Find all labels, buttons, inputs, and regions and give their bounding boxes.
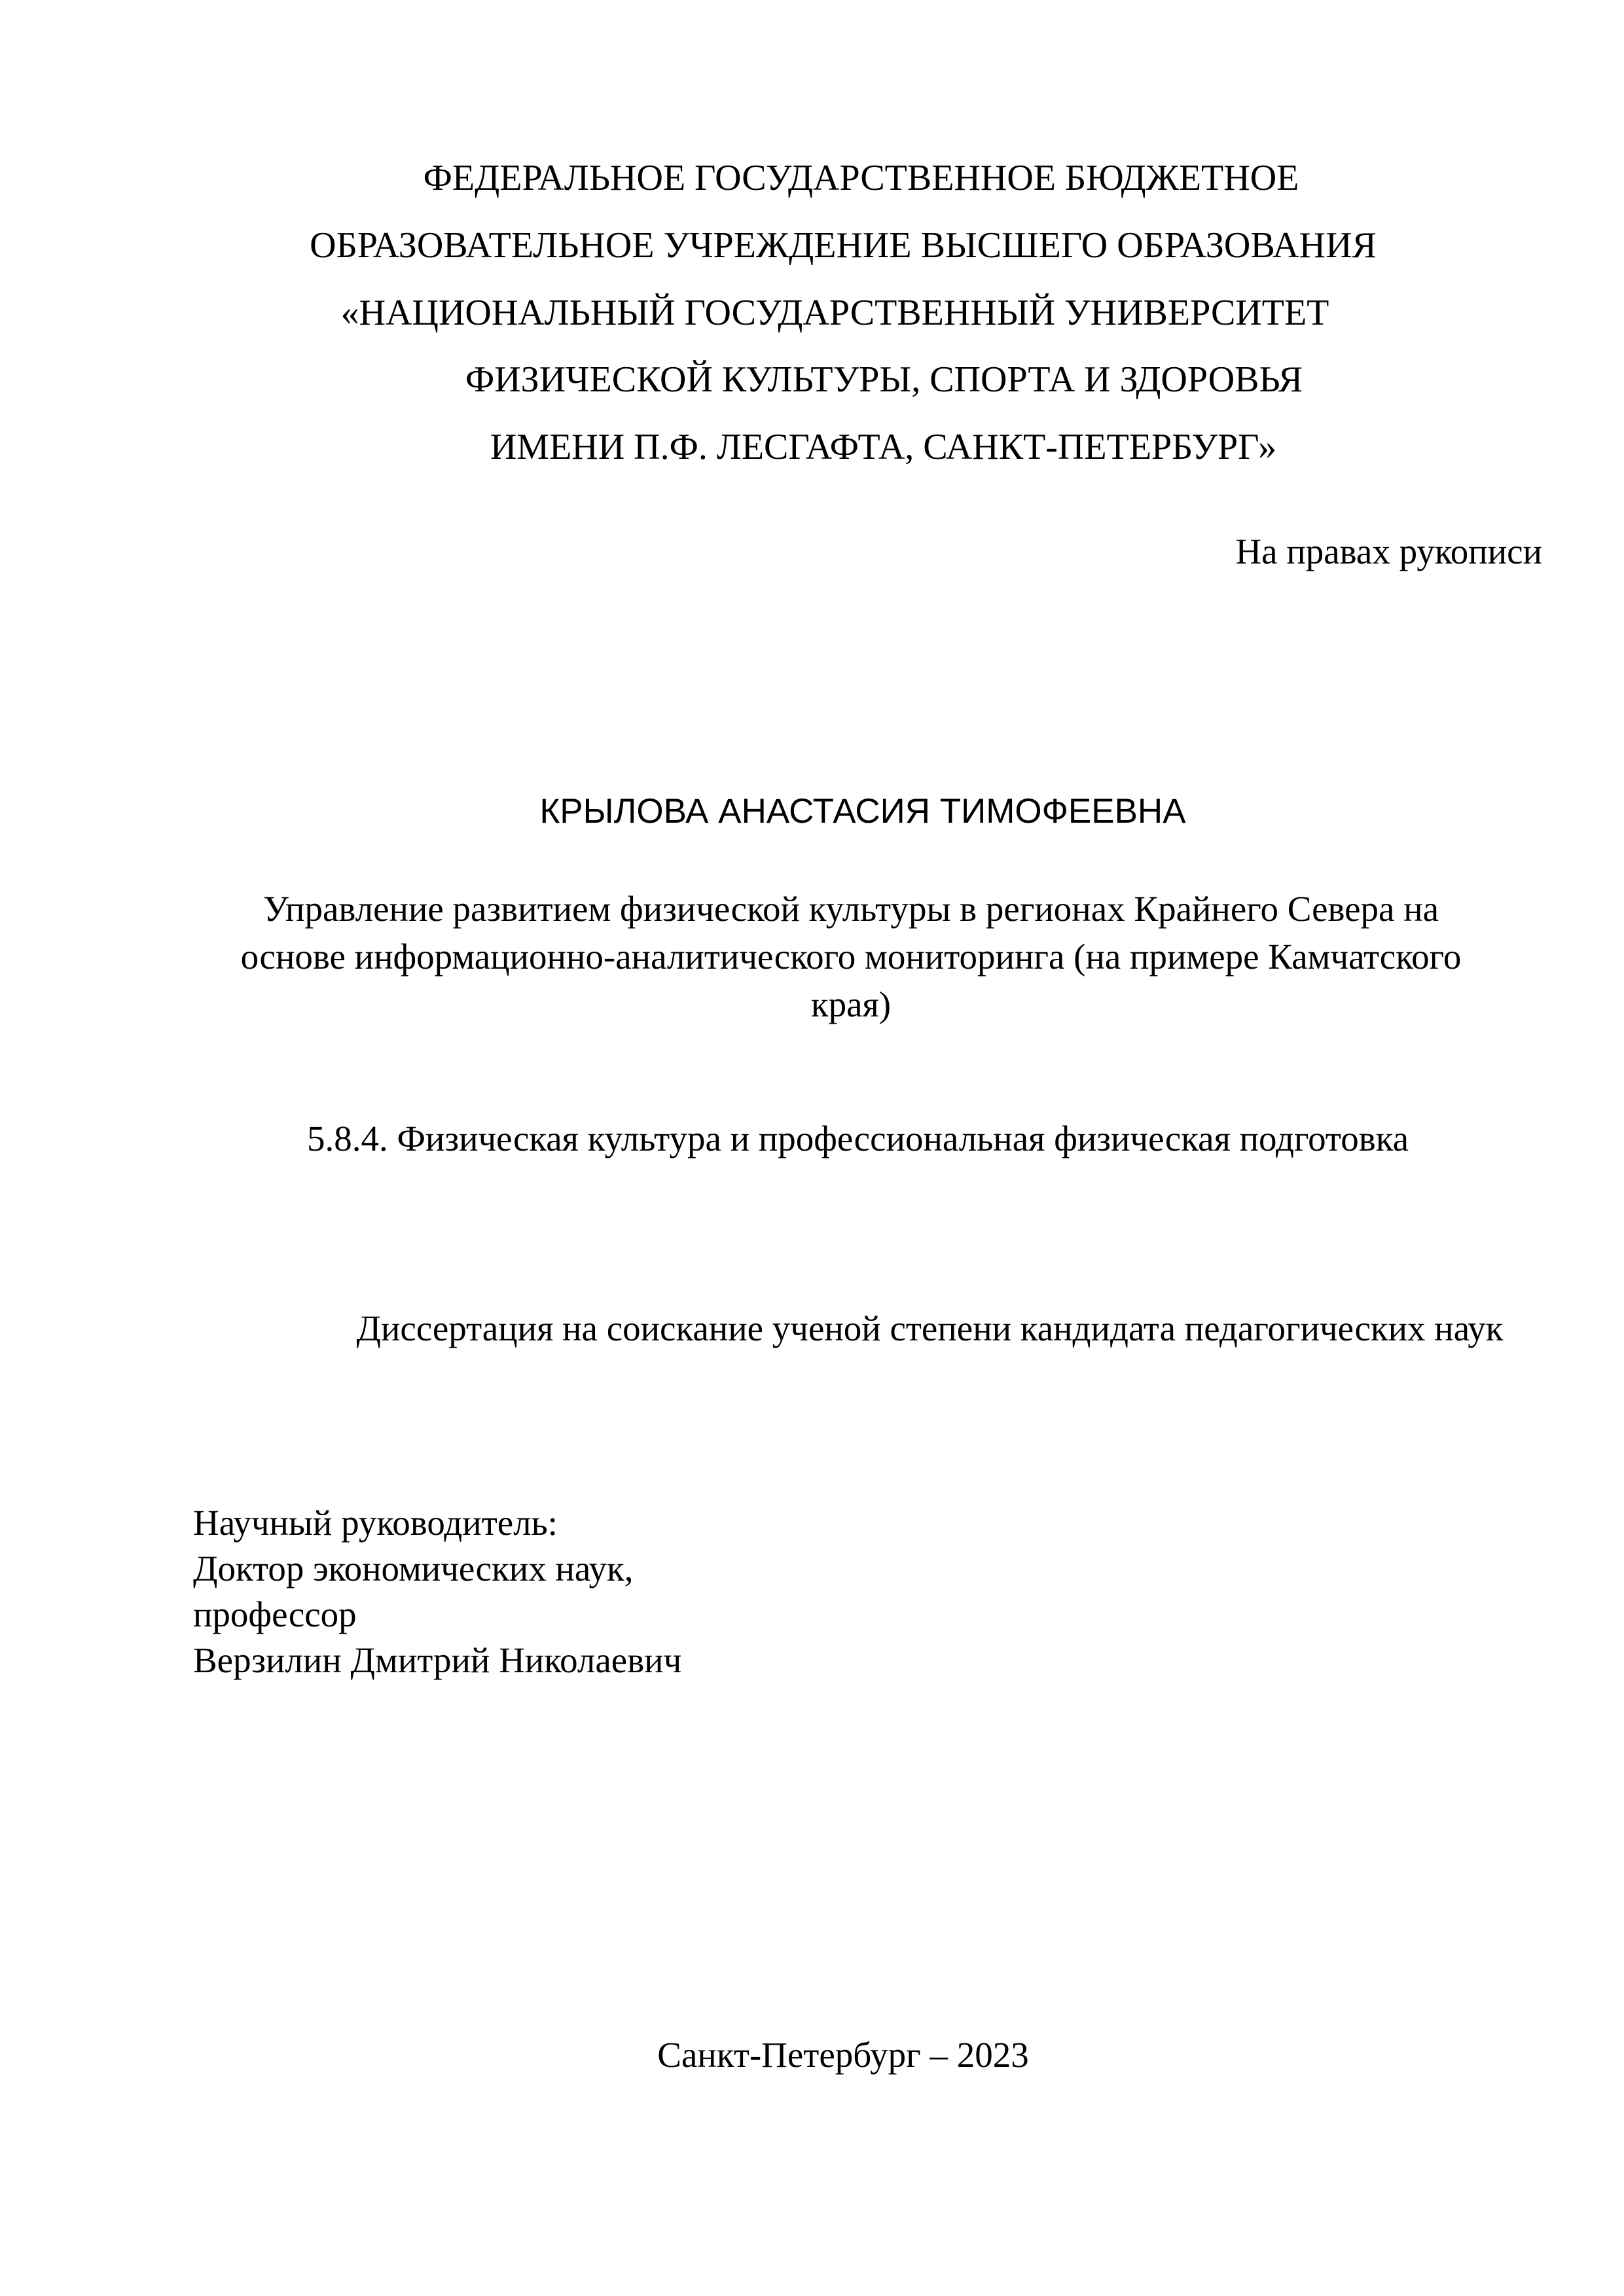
title-line-1: Управление развитием физической культуры в регионах Крайнего Севера на <box>262 889 1439 929</box>
city-year: Санкт-Петербург – 2023 <box>657 2035 1029 2075</box>
dissertation-type: Диссертация на соискание ученой степени кандидата педагогических наук <box>356 1308 1504 1348</box>
title-line-2: основе информационно-аналитического мониторинга (на примере Камчатского <box>240 937 1462 977</box>
dissertation-title <box>196 885 1506 1028</box>
author-name: КРЫЛОВА АНАСТАСИЯ ТИМОФЕЕВНА <box>539 792 1186 831</box>
supervisor-label: Научный руководитель: <box>193 1503 558 1543</box>
institution-line-3: «НАЦИОНАЛЬНЫЙ ГОСУДАРСТВЕННЫЙ УНИВЕРСИТЕТ <box>340 293 1329 333</box>
specialty-code: 5.8.4. Физическая культура и профессиональная физическая подготовка <box>306 1119 1409 1158</box>
supervisor-name: Верзилин Дмитрий Николаевич <box>193 1640 682 1680</box>
title-line-3: края) <box>810 984 892 1024</box>
institution-line-4: ФИЗИЧЕСКОЙ КУЛЬТУРЫ, СПОРТА И ЗДОРОВЬЯ <box>465 359 1303 400</box>
manuscript-note: На правах рукописи <box>1235 531 1542 571</box>
supervisor-block <box>193 1500 681 1683</box>
supervisor-degree: Доктор экономических наук, <box>193 1549 634 1588</box>
institution-line-2: ОБРАЗОВАТЕЛЬНОЕ УЧРЕЖДЕНИЕ ВЫСШЕГО ОБРАЗОВАНИЯ <box>310 225 1377 266</box>
institution-line-1: ФЕДЕРАЛЬНОЕ ГОСУДАРСТВЕННОЕ БЮДЖЕТНОЕ <box>423 158 1299 198</box>
institution-line-5: ИМЕНИ П.Ф. ЛЕСГАФТА, САНКТ-ПЕТЕРБУРГ» <box>490 427 1277 467</box>
supervisor-rank: профессор <box>193 1594 357 1634</box>
